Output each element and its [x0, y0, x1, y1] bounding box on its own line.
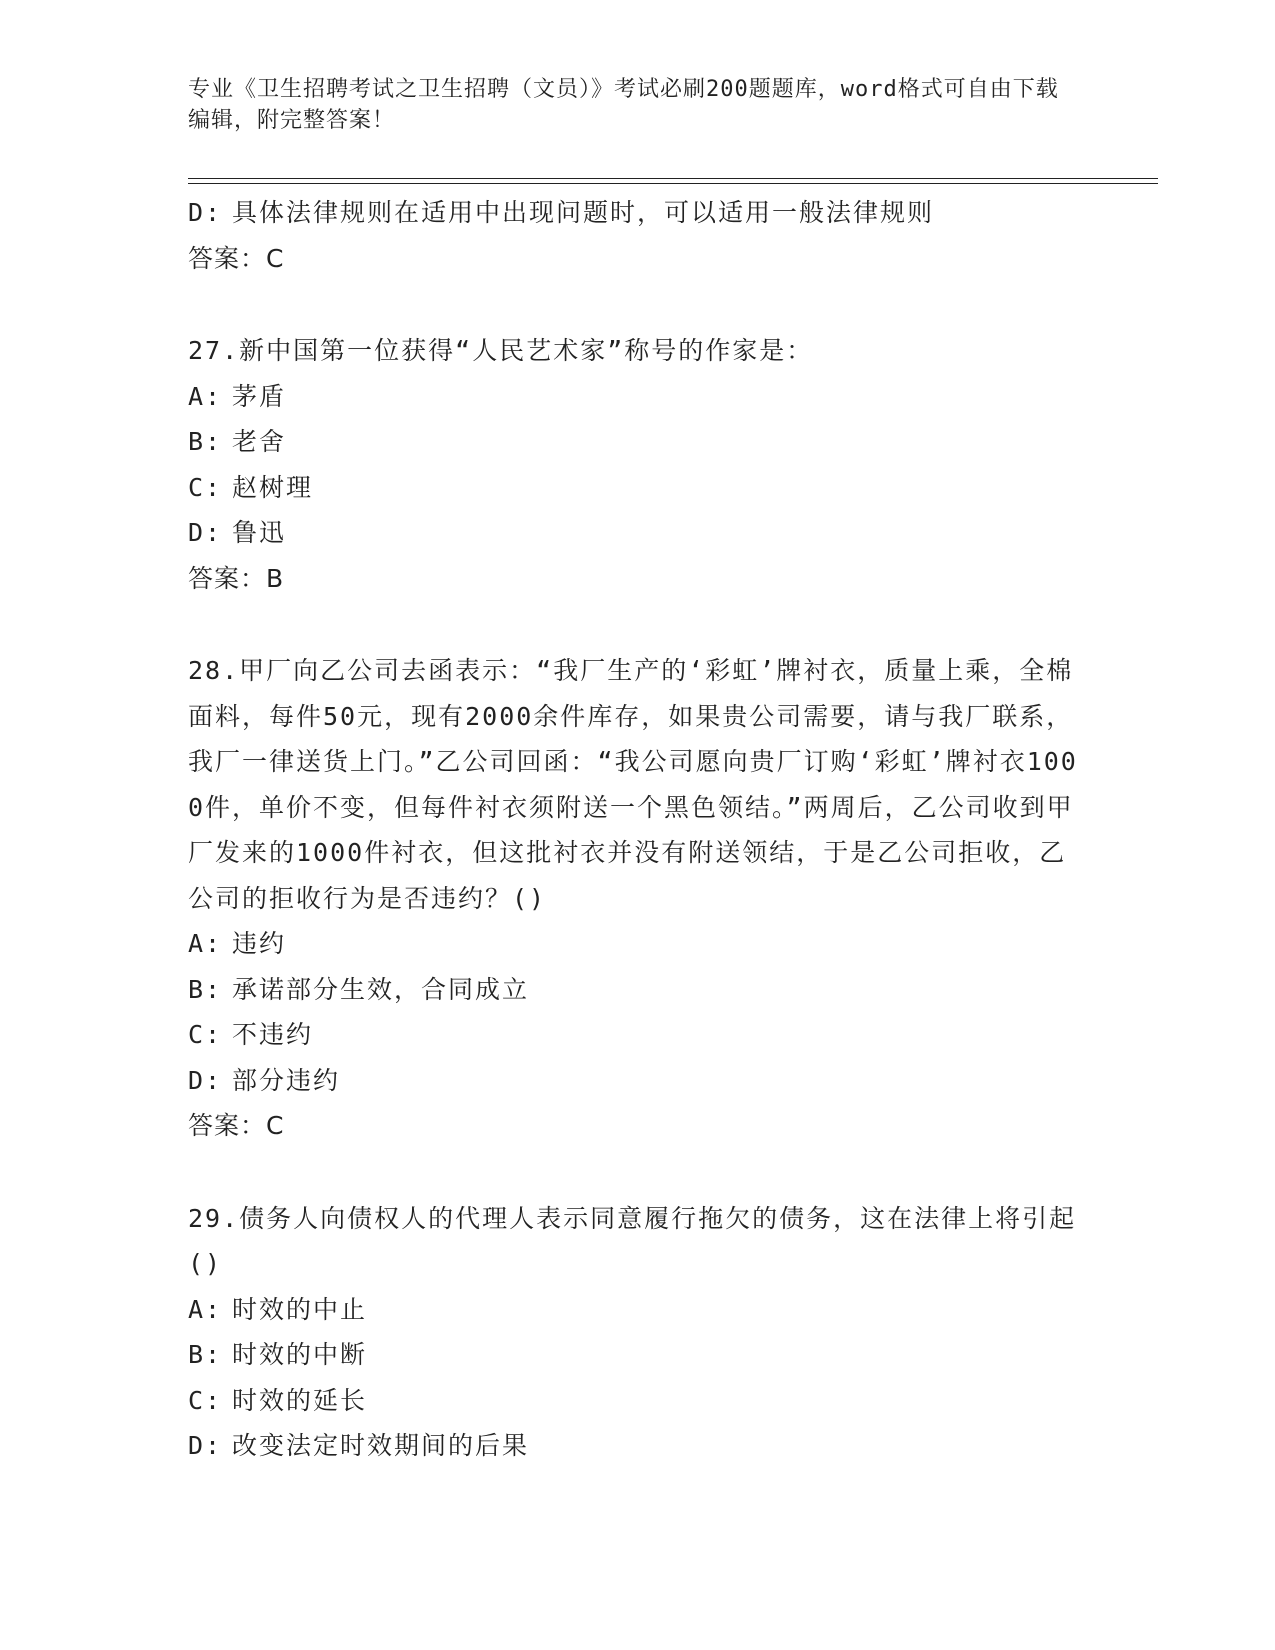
option-letter: A:	[188, 929, 223, 958]
header-divider-top	[188, 178, 1158, 179]
option-c	[188, 1378, 1088, 1424]
option-c	[188, 465, 1088, 511]
option-text: 茅盾	[232, 381, 287, 411]
option-letter: D:	[188, 518, 223, 547]
question-28	[188, 648, 1088, 1149]
option-a	[188, 921, 1088, 967]
option-letter: C:	[188, 1385, 223, 1415]
option-c	[188, 1012, 1088, 1058]
spacer	[188, 1149, 1088, 1196]
page-header	[188, 74, 1068, 136]
option-text: 违约	[232, 929, 287, 958]
option-letter: D:	[188, 198, 223, 227]
option-a	[188, 1287, 1088, 1333]
option-letter: C:	[188, 1020, 223, 1049]
option-d	[188, 190, 1088, 236]
question-27	[188, 328, 1088, 601]
spacer	[188, 281, 1088, 328]
answer-line: 答案：C	[188, 1111, 285, 1140]
option-d	[188, 1058, 1088, 1104]
option-letter: D:	[188, 1065, 223, 1095]
question-list	[188, 190, 1088, 1469]
header-text: 专业《卫生招聘考试之卫生招聘（文员）》考试必刷200题题库，word格式可自由下载编辑，附完整答案！	[188, 77, 1059, 133]
option-text: 赵树理	[232, 472, 314, 502]
question-stem: 29.债务人向债权人的代理人表示同意履行拖欠的债务，这在法律上将引起()	[188, 1203, 1077, 1278]
option-text: 时效的中止	[232, 1294, 368, 1324]
question-29	[188, 1196, 1088, 1469]
option-d	[188, 1423, 1088, 1469]
question-stem: 27.新中国第一位获得“人民艺术家”称号的作家是：	[188, 336, 814, 365]
option-letter: A:	[188, 1294, 223, 1324]
answer-line: 答案：C	[188, 243, 285, 273]
option-letter: B:	[188, 1340, 223, 1369]
option-letter: A:	[188, 381, 223, 411]
option-text: 鲁迅	[232, 518, 287, 547]
option-d	[188, 510, 1088, 556]
option-b	[188, 419, 1088, 465]
option-b	[188, 1332, 1088, 1378]
option-text: 改变法定时效期间的后果	[232, 1431, 530, 1460]
option-text: 部分违约	[232, 1065, 341, 1095]
option-text: 具体法律规则在适用中出现问题时，可以适用一般法律规则	[232, 198, 935, 227]
option-text: 不违约	[232, 1020, 314, 1049]
answer-line: 答案：B	[188, 563, 285, 593]
option-letter: B:	[188, 974, 223, 1004]
option-text: 承诺部分生效，合同成立	[232, 974, 530, 1004]
option-text: 时效的延长	[232, 1385, 368, 1415]
option-a	[188, 374, 1088, 420]
header-divider-bottom	[188, 183, 1158, 184]
option-letter: D:	[188, 1431, 223, 1460]
option-text: 时效的中断	[232, 1340, 368, 1369]
option-text: 老舍	[232, 427, 287, 456]
option-letter: B:	[188, 427, 223, 456]
option-letter: C:	[188, 472, 223, 502]
spacer	[188, 601, 1088, 648]
question-stem: 28.甲厂向乙公司去函表示：“我厂生产的‘彩虹’牌衬衣，质量上乘，全棉面料，每件50元，现有2000余件库存，如果贵公司需要，请与我厂联系，我厂一律送货上门。”乙公司回函：“我公司愿向贵厂订购‘彩虹’牌衬衣1000件，单价不变，但每件衬衣须附送一个黑色领结。”两周后，乙公司收到甲厂发来的1000件衬衣，但这批衬衣并没有附送领结，于是乙公司拒收，乙公司的拒收行为是否违约？()	[188, 656, 1078, 913]
option-b	[188, 967, 1088, 1013]
